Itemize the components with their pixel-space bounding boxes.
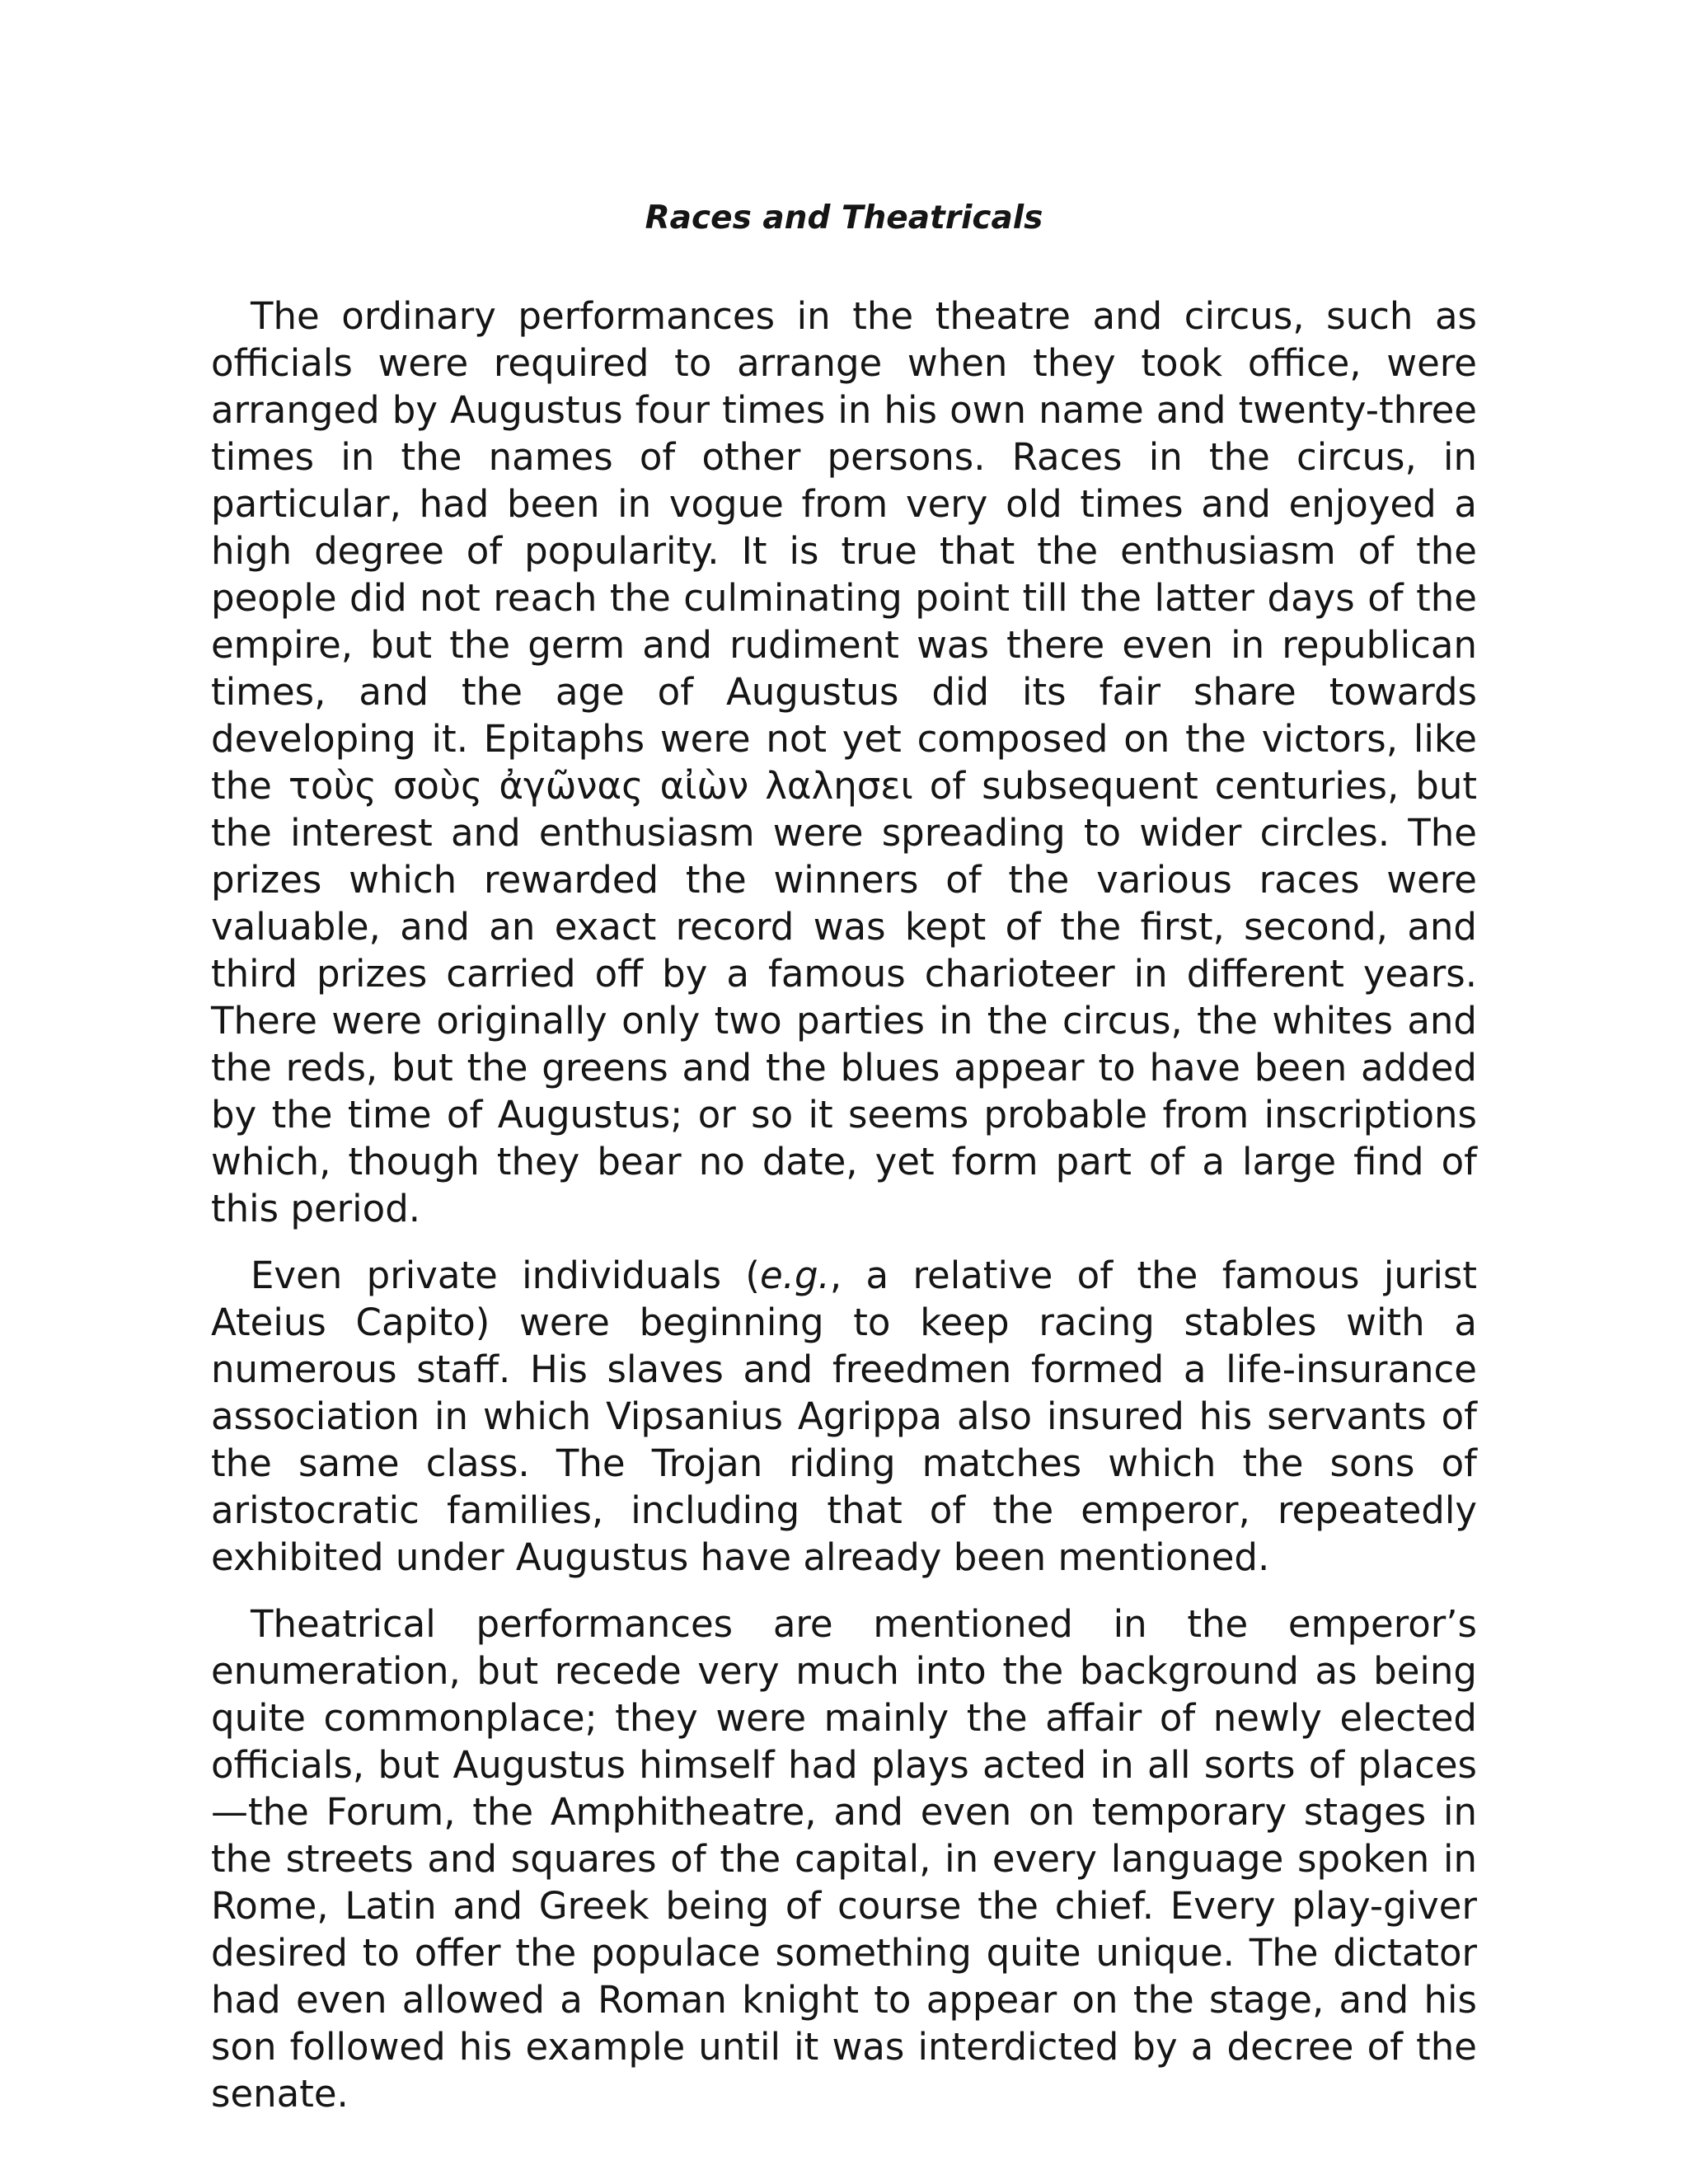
paragraph-emphasis: e.g.	[759, 1254, 830, 1297]
paragraph-private-individuals	[211, 1252, 1477, 1581]
paragraph-text-after: , a relative of the famous jurist Ateius Capito) were beginning to keep racing stables with a numerous staff. His slaves and freedmen formed a life-insurance association in which Vipsanius Agrippa also insured his servants of the same class. The Trojan riding matches which the sons of aristocratic families, including that of the emperor, repeatedly exhibited under Augustus have already been mentioned.	[211, 1254, 1477, 1579]
body-text	[211, 293, 1477, 2137]
paragraph-text-before: Even private individuals (	[251, 1254, 760, 1297]
paragraph-theatricals: Theatrical performances are mentioned in the emperor’s enumeration, but recede very much into the background as being quite commonplace; they were mainly the affair of newly elected officials, but Augustus himself had plays acted in all sorts of places—the Forum, the Amphitheatre, and even on temporary stages in the streets and squares of the capital, in every language spoken in Rome, Latin and Greek being of course the chief. Every play-giver desired to offer the populace something quite unique. The dictator had even allowed a Roman knight to appear on the stage, and his son followed his example until it was interdicted by a decree of the senate.	[211, 1602, 1477, 2116]
paragraph-races: The ordinary performances in the theatre and circus, such as officials were required to arrange when they took office, were arranged by Augustus four times in his own name and twenty-three times in the names of other persons. Races in the circus, in particular, had been in vogue from very old times and enjoyed a high degree of popularity. It is true that the enthusiasm of the people did not reach the culminating point till the latter days of the empire, but the germ and rudiment was there even in republican times, and the age of Augustus did its fair share towards developing it. Epitaphs were not yet composed on the victors, like the τοὺς σοὺς ἀγῶνας αἰὼν λαλησει of subsequent centuries, but the interest and enthusiasm were spreading to wider circles. The prizes which rewarded the winners of the various races were valuable, and an exact record was kept of the first, second, and third prizes carried off by a famous charioteer in different years. There were originally only two parties in the circus, the whites and the reds, but the greens and the blues appear to have been added by the time of Augustus; or so it seems probable from inscriptions which, though they bear no date, yet form part of a large find of this period.	[211, 294, 1477, 1230]
page-title: Races and Theatricals	[645, 199, 1043, 237]
